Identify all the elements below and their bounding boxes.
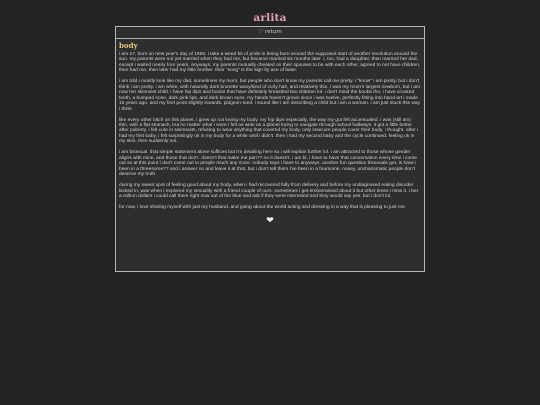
- return-label: return: [265, 29, 282, 35]
- heart-icon: ❤: [266, 215, 274, 226]
- paragraph-exploration: during my sweet spot of feeling good about my body, when i had recovered fully from delivery and before my undiagnosed eating disorder kicked in, was when i explored my sexuality with a friend couple of ours. sometimes i get embarrassed about it but other times i miss it. i bet a million dollars i could call them right now out of the blue and ask if they were interested and they would say yes. but i don't lol.: [119, 183, 418, 199]
- return-link[interactable]: [258, 29, 282, 35]
- paragraph-now: for now, i love sharing myself with just my husband, and going about the world acting and dressing in a way that is pleasing to just me.: [119, 204, 407, 210]
- top-nav: [116, 27, 424, 39]
- content-frame: [115, 26, 425, 272]
- section-title: body: [119, 41, 138, 50]
- paragraph-body-image: like every other bitch on this planet, i grew up not loving my body. my hip dips especially, the way my gut felt accentuated. i was (still am) thin, with a flat stomach, but no matter what i wore i felt as wide as a planet trying to navigate through school hallways. it got a little better after puberty. i felt cute in swimsuits, refusing to wear anything that covered my body, only insecure people cover their body, i thought. after i had my first baby, i felt surprisingly ok in my body for a while until i didn't. then i had my second baby and the cycle continued. feeling ok in my skin, then suddenly not.: [119, 117, 419, 145]
- heart-icon: ♡: [258, 29, 264, 35]
- paragraph-sexuality: i am bisexual. that simple statement alone suffices but i'm detailing here so i will explain further lol. i am attracted to those whose gender aligns with mine, and those that don't. doesn't that make me pan?? no it doesn't. i am bi. i have to have that conversation every time i come out so at this point i don't come out to people much any more. nobody says i have to anyways. another fun question bisexuals get, is have i been in a threesome?? and i answer no and leave it at that, but i don't tell them i've been in a foursome. nosey, uncharismatic people don't deserve my truth.: [119, 150, 417, 178]
- paragraph-birth: i am 27, born on new year's day of 1995. i take a weed bit of pride in being born around the supposed start of another revolution around the sun. my parents were not yet married when they had me, but became married six months later. i, too, had a daughter, then married her dad, except i waited nearly four years. anyways, my parents mutually cheated on their spouses to be with each other, agreed to not have children, then had me, then later had my little brother. their "song" is the sign by ace of base.: [119, 52, 421, 74]
- paragraph-appearance: i am told i mostly look like my dad, sometimes my mom, but people who don't know my parents call me pretty. i "know" i am pretty, but i don't think i am pretty. i am white, with naturally dark brunette wavy/kind of curly hair, and relatively thin. i was my mom's largest newborn, but i am now her skinniest child. i have hip dips and boobs that have definitely breastfed two children lol. i don't mind the boobs tho. i have crooked teeth, a bumped nose, dark pink lips, and dark brown eyes. my hands haven't grown since i was twelve, perfectly fitting into hand-art i made 15 years ago, and my feet point slightly inwards, pidgeon-toed. i sound like i am describing a child but i am a woman. i am just stuck this way i think.: [119, 79, 421, 112]
- main-content: [116, 39, 424, 226]
- site-title: arlita: [253, 12, 287, 24]
